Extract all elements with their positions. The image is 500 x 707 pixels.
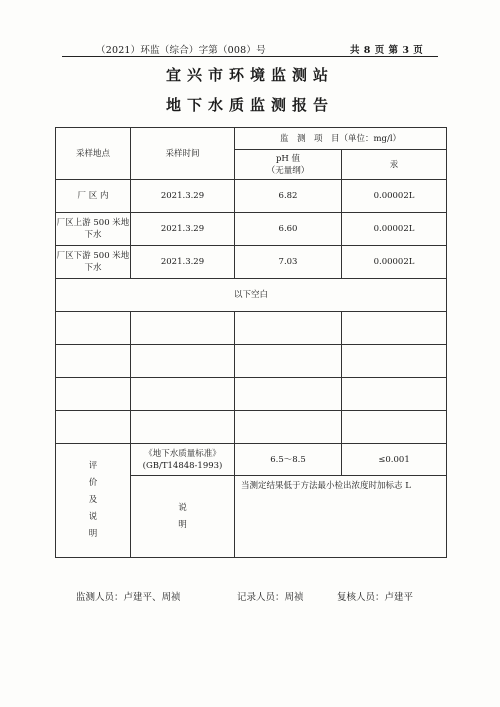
standard-code: (GB/T14848-1993) (142, 460, 223, 471)
row-site: 厂 区 内 (56, 180, 131, 213)
row-mercury: 0.00002L (342, 180, 447, 213)
report-reference-number: （2021）环监（综合）字第（008）号 (96, 45, 266, 56)
empty-row (56, 411, 447, 444)
station-title: 宜兴市环境监测站 (165, 66, 334, 84)
standard-name: 《地下水质量标准》 (144, 448, 221, 459)
header-sampling-site: 采样地点 (56, 128, 131, 180)
row-ph: 6.82 (235, 180, 342, 213)
row-time: 2021.3.29 (131, 246, 235, 279)
row-ph: 7.03 (235, 246, 342, 279)
report-title: 地下水质监测报告 (165, 96, 334, 114)
review-personnel: 复核人员：卢建平 (337, 592, 414, 603)
empty-row (56, 345, 447, 378)
row-mercury: 0.00002L (342, 246, 447, 279)
note-label-cell (131, 476, 235, 558)
row-site: 厂区上游 500 米地下水 (56, 213, 131, 246)
row-time: 2021.3.29 (131, 213, 235, 246)
empty-row (56, 312, 447, 345)
header-monitoring-items: 监 测 项 目（单位：mg/l） (235, 128, 447, 150)
recording-personnel: 记录人员：周祯 (237, 592, 304, 603)
empty-row (56, 378, 447, 411)
evaluation-label: 评价及说明 (88, 461, 98, 539)
monitoring-results-table (55, 127, 447, 558)
note-label: 说明 (178, 502, 187, 530)
header-rule (62, 56, 438, 57)
monitoring-personnel: 监测人员：卢建平、周祯 (76, 592, 181, 603)
evaluation-label-cell (56, 444, 131, 558)
note-text: 当测定结果低于方法最小检出浓度时加标志 L (235, 476, 447, 558)
row-mercury: 0.00002L (342, 213, 447, 246)
header-sampling-time: 采样时间 (131, 128, 235, 180)
row-time: 2021.3.29 (131, 180, 235, 213)
blank-below-note: 以下空白 (56, 279, 447, 312)
page-count: 共 8 页 第 3 页 (350, 45, 424, 56)
header-ph-label: pH 值 (275, 153, 301, 164)
standard-cell (131, 444, 235, 476)
header-ph-unit: （无量纲） (266, 165, 310, 176)
row-ph: 6.60 (235, 213, 342, 246)
header-mercury: 汞 (342, 150, 447, 180)
row-site: 厂区下游 500 米地下水 (56, 246, 131, 279)
standard-mercury: ≤0.001 (342, 444, 447, 476)
header-ph (235, 150, 342, 180)
standard-ph: 6.5～8.5 (235, 444, 342, 476)
